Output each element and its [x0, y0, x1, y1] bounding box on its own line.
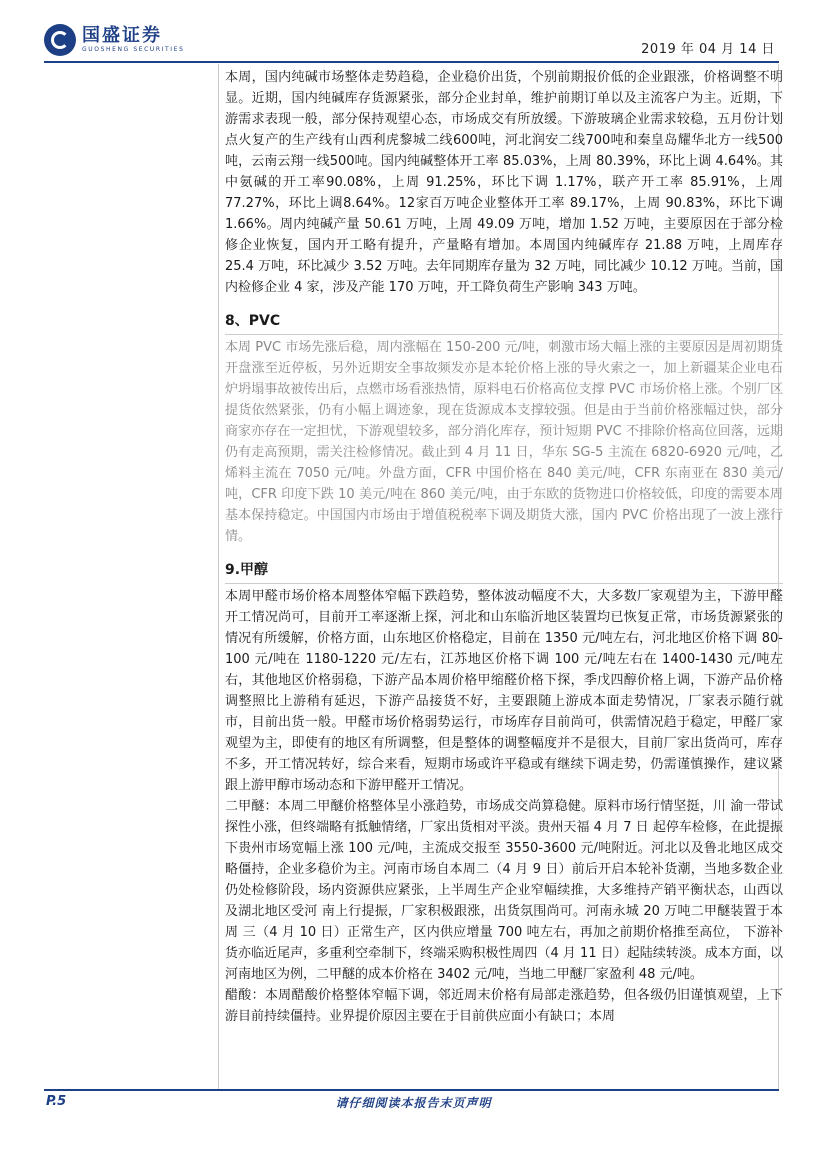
footer-disclaimer: 请仔细阅读本报告末页声明: [335, 1096, 492, 1110]
dme-paragraph: 二甲醚：本周二甲醚价格整体呈小涨趋势，市场成交尚算稳健。原料市场行情坚挺，川 渝一带试探性小涨，但终端略有抵触情绪，厂家出货相对平淡。贵州天福 4 月 7 日 起停车检修，在此提振下贵州市场宽幅上涨 100 元/吨，主流成交报至 3550-3600 元/吨附近。河北以及鲁北地区成交略僵持，企业多稳价为主。河南市场自本周二（4 月 9 日）前后开启本轮补货潮，当地多数企业仍处检修阶段，场内资源供应紧张，上半周生产企业窄幅续推，大多维持产销平衡状态，山西以及湖北地区受河 南上行提振，厂家积极跟涨，出货氛围尚可。河南永城 20 万吨二甲醚装置于本周 三（4 月 10 日）正常生产，区内供应增量 700 吨左右，再加之前期价格推至高位， 下游补货亦临近尾声，多重利空牵制下，终端采购积极性周四（4 月 11 日）起陆续转淡。成本方面，以河南地区为例，二甲醚的成本价格在 3402 元/吨，当地二甲醚厂家盈利 48 元/吨。: [225, 799, 783, 982]
logo-mark-icon: [44, 24, 76, 56]
logo-name: 国盛证券: [82, 25, 162, 46]
header-divider: [44, 61, 779, 63]
page-number: P.5: [46, 1094, 67, 1109]
footer-divider: [44, 1089, 779, 1091]
soda-ash-paragraph: 本周，国内纯碱市场整体走势趋稳，企业稳价出货，个别前期报价低的企业跟涨，价格调整不明显。近期，国内纯碱库存货源紧张，部分企业封单，维护前期订单以及主流客户为主。近期，下游需求表现一般，部分保持观望心态，市场成交有所放缓。下游玻璃企业需求较稳，五月份计划点火复产的生产线有山西利虎黎城二线600吨，河北润安二线700吨和秦皇岛耀华北方一线500吨，云南云翔一线500吨。国内纯碱整体开工率 85.03%，上周 80.39%，环比上调 4.64%。其中氨碱的开工率90.08%，上周 91.25%，环比下调 1.17%，联产开工率 85.91%，上周 77.27%，环比上调8.64%。12家百万吨企业整体开工率 89.17%，上周 90.83%，环比下调 1.66%。周内纯碱产量 50.61 万吨，上周 49.09 万吨，增加 1.52 万吨，主要原因在于部分检修企业恢复，国内开工略有提升，产量略有增加。本周国内纯碱库存 21.88 万吨，上周库存 25.4 万吨，环比减少 3.52 万吨。去年同期库存量为 32 万吨，同比减少 10.12 万吨。当前，国内检修企业 4 家，涉及产能 170 万吨，开工降负荷生产影响 343 万吨。: [225, 70, 783, 295]
logo-subtitle: GUOSHENG SECURITIES: [82, 46, 185, 53]
acetic-acid-paragraph: 醋酸：本周醋酸价格整体窄幅下调，邻近周末价格有局部走涨趋势，但各级仍旧谨慎观望，上下游目前持续僵持。业界提价原因主要在于目前供应面小有缺口；本周: [225, 988, 783, 1024]
pvc-paragraph: 本周 PVC 市场先涨后稳，周内涨幅在 150-200 元/吨，刺激市场大幅上涨的主要原因是周初期货开盘涨至近停板，另外近期安全事故频发亦是本轮价格上涨的导火索之一，加上新疆某企业电石炉坍塌事故被传出后，点燃市场看涨热情，原料电石价格高位支撑 PVC 市场价格上涨。个别厂区提货依然紧张，仍有小幅上调迹象，现在货源成本支撑较强。但是由于当前价格涨幅过快，部分商家亦存在一定担忧，下游观望较多，部分消化库存，预计短期 PVC 不排除价格高位回落，远期仍有走高预期，需关注检修情况。截止到 4 月 11 日，华东 SG-5 主流在 6820-6920 元/吨，乙烯料主流在 7050 元/吨。外盘方面，CFR 中国价格在 840 美元/吨，CFR 东南亚在 830 美元/吨，CFR 印度下跌 10 美元/吨在 860 美元/吨，由于东欧的货物进口价格较低，印度的需要本周基本保持稳定。中国国内市场由于增值税税率下调及期货大涨，国内 PVC 价格出现了一波上涨行情。: [225, 340, 783, 544]
section-heading-methanol: 9.甲醇: [225, 559, 783, 584]
brand-logo: [44, 20, 184, 60]
report-body: [225, 67, 783, 1027]
formaldehyde-paragraph: 本周甲醛市场价格本周整体窄幅下跌趋势，整体波动幅度不大，大多数厂家观望为主，下游甲醛开工情况尚可，目前开工率逐渐上探，河北和山东临沂地区装置均已恢复正常，市场货源紧张的情况有所缓解，价格方面，山东地区价格稳定，目前在 1350 元/吨左右，河北地区价格下调 80-100 元/吨在 1180-1220 元/左右，江苏地区价格下调 100 元/吨左右在 1400-1430 元/吨左右，其他地区价格弱稳，下游产品本周价格甲缩醛价格下探，季戊四醇价格上调，下游产品价格调整照比上游稍有延迟，下游产品接货不好，主要跟随上游成本面走势情况，厂家表示随行就市，目前出货一般。甲醛市场价格弱势运行，市场库存目前尚可，供需情况趋于稳定，甲醛厂家观望为主，即使有的地区有所调整，但是整体的调整幅度并不是很大，目前厂家出货尚可，库存不多，开工情况转好，综合来看，短期市场或许平稳或有继续下调走势，仍需谨慎操作，建议紧跟上游甲醇市场动态和下游甲醛开工情况。: [225, 589, 783, 793]
page-header: [0, 0, 827, 64]
section-heading-pvc: 8、PVC: [225, 310, 783, 335]
report-date: 2019 年 04 月 14 日: [641, 42, 775, 57]
